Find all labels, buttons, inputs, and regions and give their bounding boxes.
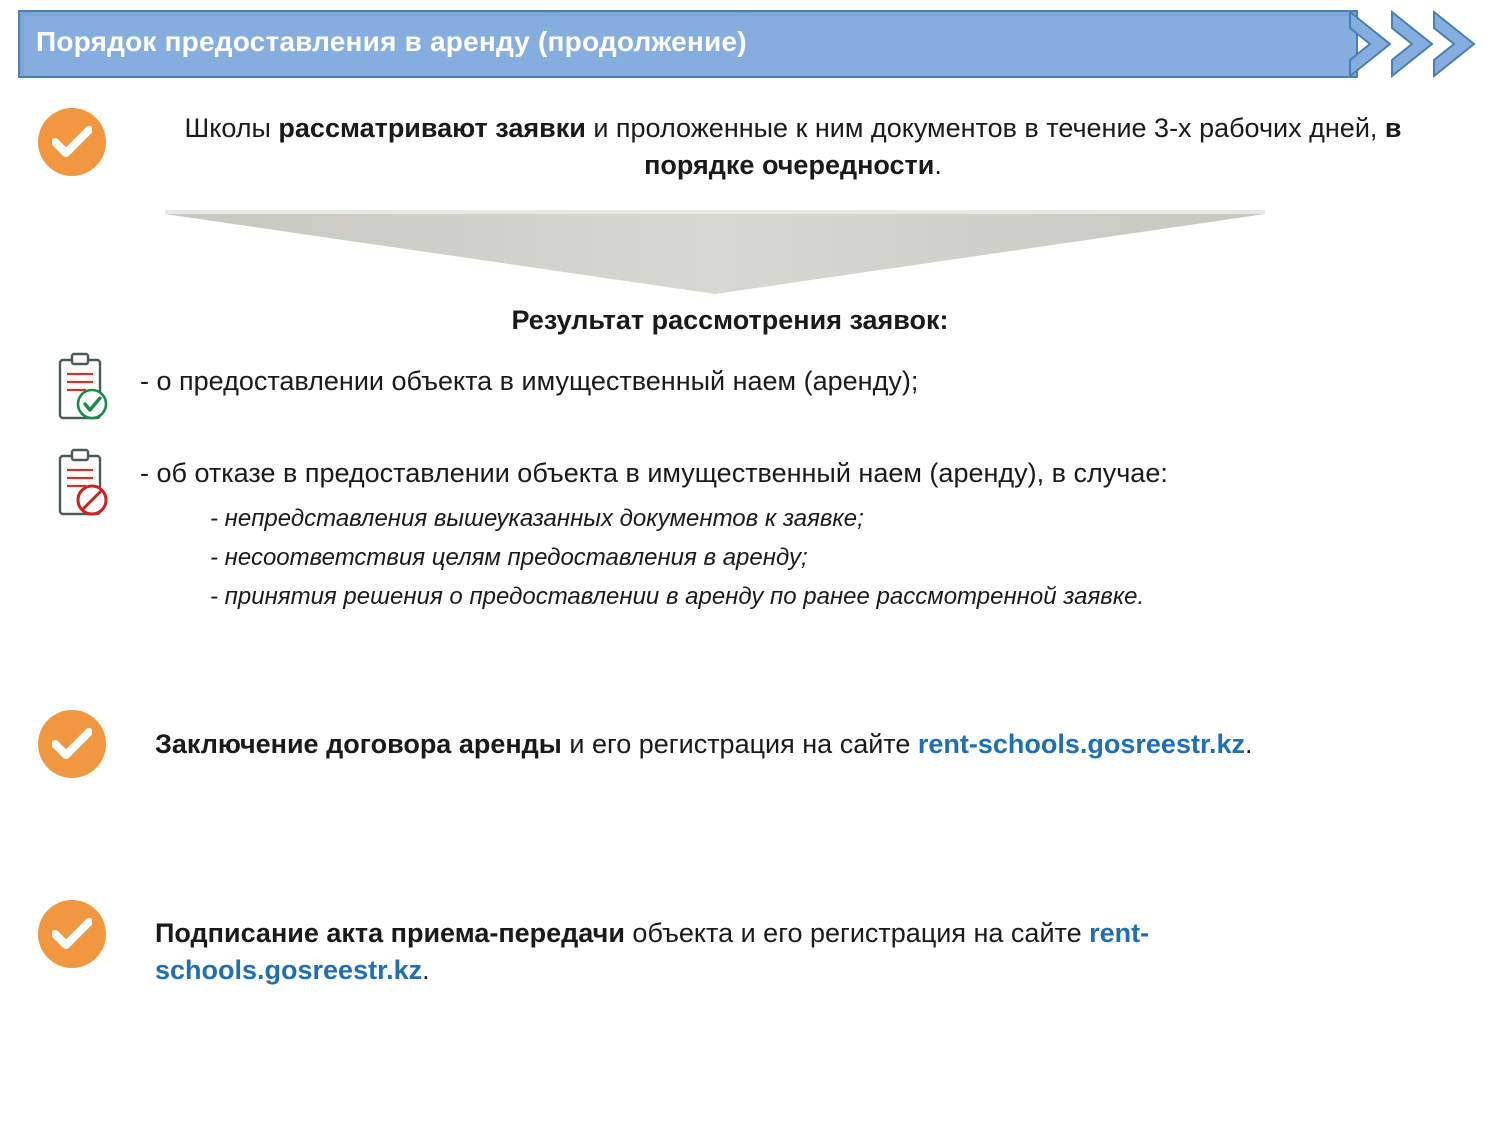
contract-paragraph [155,726,1455,763]
row1-text-1: Школы [184,113,279,143]
row2-text-1: и его регистрация на сайте [561,729,918,759]
row2-text-2: . [1245,729,1253,759]
funnel-arrow-down [165,210,1265,300]
acceptance-act-paragraph [155,915,1320,990]
list-item: - несоответствия целям предоставления в аренду; [210,543,808,571]
row3-text-1: объекта и его регистрация на сайте [624,918,1090,948]
rent-schools-link[interactable]: rent-schools.gosreestr.kz [917,729,1245,759]
clipboard-check-icon [52,352,114,426]
list-item: - принятия решения о предоставлении в аренду по ранее рассмотренной заявке. [210,582,1145,610]
check-circle-icon [38,710,106,778]
check-circle-icon [38,108,106,176]
chevron-right-icon [1432,10,1494,78]
reject-reasons-list [210,500,1460,617]
result-item-approve: - о предоставлении объекта в имущественный наем (аренду); [140,366,919,396]
rent-schools-link[interactable]: rent-schools.gosreestr.kz [155,918,1150,986]
result-heading: Результат рассмотрения заявок: [511,305,949,335]
intro-paragraph [143,110,1443,185]
row1-bold-2: в порядке очередности [644,113,1402,181]
check-circle-icon [38,900,106,968]
row1-text-3: . [934,150,942,181]
row3-text-2: . [422,955,430,986]
page-title: Порядок предоставления в аренду (продолжение) [36,26,747,57]
list-item: - непредставления вышеуказанных документов к заявке; [210,505,864,532]
row2-bold-1: Заключение договора аренды [155,729,562,759]
row1-text-2: и проложенные к ним документов в течение 3-х рабочих дней, [585,113,1385,143]
result-item-reject: - об отказе в предоставлении объекта в имущественный наем (аренду), в случае: [140,458,1168,488]
row1-bold-1: рассматривают заявки [278,113,586,143]
slide-title-banner [18,10,1482,78]
clipboard-prohibited-icon [52,448,114,522]
row3-bold-1: Подписание акта приема-передачи [155,918,625,948]
